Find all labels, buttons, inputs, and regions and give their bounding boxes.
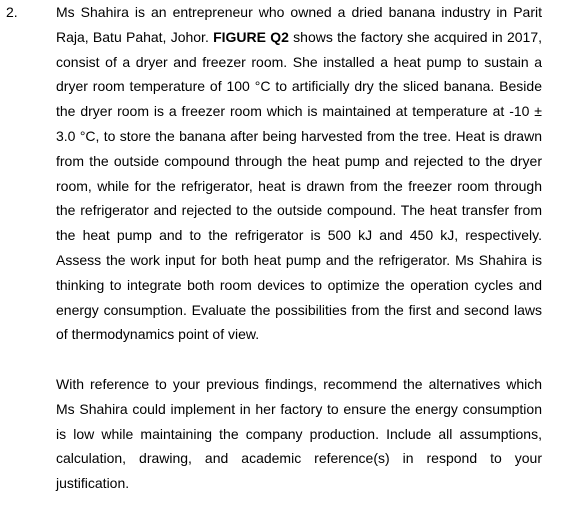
figure-reference: FIGURE Q2 — [213, 28, 289, 45]
paragraph-1-intro: Ms Shahira is an entrepreneur who owned a dried banana industry in Parit Raja, Batu Pahat, Johor. — [56, 4, 542, 45]
paragraph-spacer — [56, 347, 542, 372]
question-body — [56, 0, 542, 496]
paragraph-1-body: shows the factory she acquired in 2017, consist of a dryer and freezer room. She installed a heat pump to sustain a dryer room temperature of 100 °C to artificially dry the sliced banana. Beside the dryer room is a freezer room which is maintained at temperature at -10 ± 3.0 °C, to store the banana after being harvested from the tree. Heat is drawn from the outside compound through the heat pump and rejected to the dryer room, while for the refrigerator, heat is drawn from the freezer room through the refrigerator and rejected to the outside compound. The heat transfer from the heat pump and to the refrigerator is 500 kJ and 450 kJ, respectively. Assess the work input for both heat pump and the refrigerator. Ms Shahira is thinking to integrate both room devices to optimize the operation cycles and energy consumption. Evaluate the possibilities from the first and second laws of thermodynamics point of view. — [56, 28, 542, 343]
question-number: 2. — [6, 4, 18, 20]
question-paragraph-2: With reference to your previous findings, recommend the alternatives which Ms Shahira could implement in her factory to ensure the energy consumption is low while maintaining the company production. Include all assumptions, calculation, drawing, and academic reference(s) in respond to your justification. — [56, 375, 542, 492]
question-paragraph-1 — [56, 0, 542, 347]
